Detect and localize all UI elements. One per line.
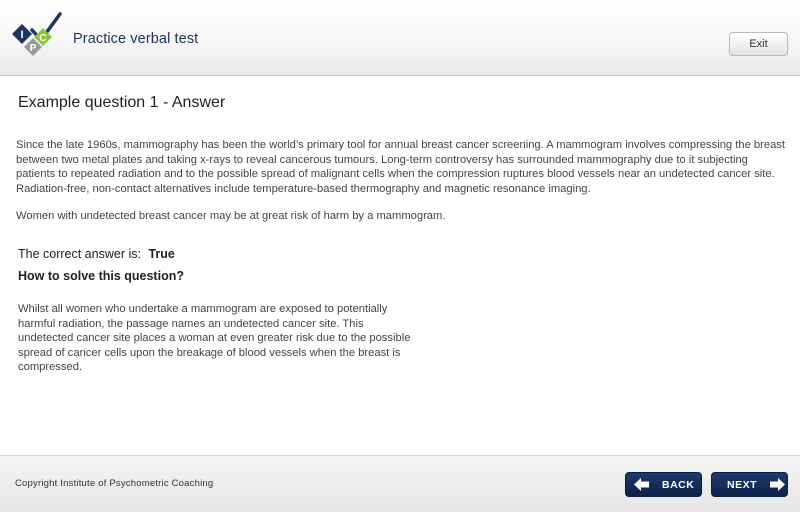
passage-text: Since the late 1960s, mammography has been the world’s primary tool for annual breast cancer screening. A mammogram involves compressing the breast between two metal plates and taking x-rays to reveal cancerous tumours. Long-term controversy has surrounded mammography due to it subjecting patients to repeated radiation and to the possible spread of malignant cells when the compression ruptures blood vessels near an undetected cancer site. Radiation-free, non-contact alternatives include temperature-based thermography and magnetic resonance imaging. xyxy=(16,139,786,195)
arrow-left-icon xyxy=(634,478,649,491)
statement-text: Women with undetected breast cancer may be at great risk of harm by a mammogram. xyxy=(16,210,446,222)
svg-text:P: P xyxy=(29,43,37,54)
correct-answer-label: The correct answer is: xyxy=(18,247,141,261)
correct-answer xyxy=(18,247,175,261)
solve-heading: How to solve this question? xyxy=(18,269,184,283)
app-title: Practice verbal test xyxy=(73,31,199,47)
back-button-label: BACK xyxy=(662,478,695,491)
ipc-logo-icon xyxy=(10,10,64,64)
copyright-text: Copyright Institute of Psychometric Coaching xyxy=(15,478,214,489)
footer-bar xyxy=(0,455,800,512)
exit-button[interactable]: Exit xyxy=(729,32,788,56)
explanation-text: Whilst all women who undertake a mammogram are exposed to potentially harmful radiation, the passage names an undetected cancer site. This undetected cancer site places a woman at even greater risk due to the possible spread of cancer cells upon the breakage of blood vessels when the breast is compressed. xyxy=(18,303,411,373)
next-button[interactable] xyxy=(711,472,788,497)
back-button[interactable] xyxy=(625,472,702,497)
header-bar xyxy=(0,0,800,76)
correct-answer-value: True xyxy=(148,247,175,261)
svg-text:I: I xyxy=(20,29,24,41)
arrow-right-icon xyxy=(770,478,785,491)
svg-text:C: C xyxy=(39,33,47,44)
next-button-label: NEXT xyxy=(727,478,758,491)
question-title: Example question 1 - Answer xyxy=(18,94,226,111)
